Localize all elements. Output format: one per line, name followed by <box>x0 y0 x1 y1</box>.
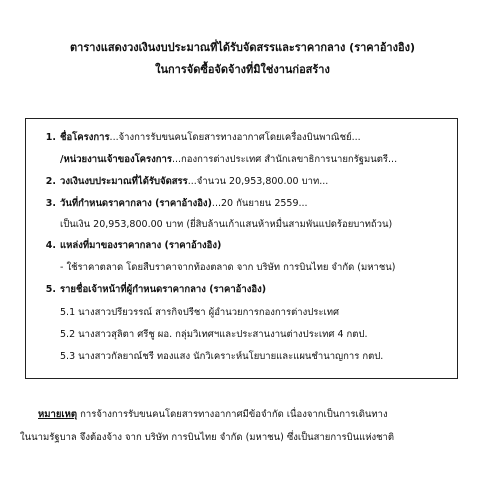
details-box <box>25 118 458 379</box>
document-title-line1: ตารางแสดงวงเงินงบประมาณที่ได้รับจัดสรรและราคากลาง (ราคาอ้างอิง) <box>70 41 415 54</box>
item-4-label: แหล่งที่มาของราคากลาง (ราคาอ้างอิง) <box>60 240 222 251</box>
person-5-3: 5.3 นางสาวกัลยาณ์ชรี ทองแสง นักวิเคราะห์นโยบายและแผนชำนาญการ กตป. <box>60 351 384 362</box>
item-2 <box>42 175 328 189</box>
item-1-value: ...จ้างการรับขนคนโดยสารทางอากาศโดยเครื่องบินพาณิชย์... <box>109 132 361 143</box>
item-2-number: 2. <box>45 176 56 187</box>
note-text-1: การจ้างการรับขนคนโดยสารทางอากาศมีข้อจำกัด เนื่องจากเป็นการเดินทาง <box>77 409 388 420</box>
item-2-label: วงเงินงบประมาณที่ได้รับจัดสรร <box>60 176 188 187</box>
person-5-1: 5.1 นางสาวปรียวรรณ์ สารกิจปรีชา ผู้อำนวยการกองการต่างประเทศ <box>60 307 340 318</box>
document-title-line2: ในการจัดซื้อจัดจ้างที่มิใช่งานก่อสร้าง <box>155 63 330 76</box>
item-4 <box>42 239 221 253</box>
item-5 <box>42 283 266 297</box>
item-1-owner-value: ...กองการต่างประเทศ สำนักเลขาธิการนายกรัฐมนตรี... <box>171 154 398 165</box>
item-1 <box>42 131 361 145</box>
item-2-value: ...จำนวน 20,953,800.00 บาท... <box>187 176 329 187</box>
person-5-2: 5.2 นางสาวสุลิตา ศรีชู ผอ. กลุ่มวิเทศฯและประสานงานต่างประเทศ 4 กตป. <box>60 329 368 340</box>
item-4-source: - ใช้ราคาตลาด โดยสืบราคาจากท้องตลาด จาก บริษัท การบินไทย จำกัด (มหาชน) <box>60 262 396 273</box>
item-1-owner-label: /หน่วยงานเจ้าของโครงการ <box>60 154 172 165</box>
note-line1 <box>38 408 388 422</box>
item-3-label: วันที่กำหนดราคากลาง (ราคาอ้างอิง) <box>60 198 212 209</box>
item-1-label: ชื่อโครงการ <box>60 132 110 143</box>
note-line2: ในนามรัฐบาล จึงต้องจ้าง จาก บริษัท การบินไทย จำกัด (มหาชน) ซึ่งเป็นสายการบินแห่งชาติ <box>20 432 395 443</box>
item-3-amount: เป็นเงิน 20,953,800.00 บาท (ยี่สิบล้านเก้าแสนห้าหมื่นสามพันแปดร้อยบาทถ้วน) <box>60 219 393 230</box>
item-1-owner <box>60 153 397 167</box>
note-label: หมายเหตุ <box>38 409 78 420</box>
item-3-value: ...20 กันยายน 2559... <box>211 198 308 209</box>
item-1-number: 1. <box>45 132 56 143</box>
item-3-number: 3. <box>45 198 56 209</box>
item-5-label: รายชื่อเจ้าหน้าที่ผู้กำหนดราคากลาง (ราคาอ้างอิง) <box>60 284 267 295</box>
item-4-number: 4. <box>45 240 56 251</box>
item-5-number: 5. <box>45 284 56 295</box>
item-3 <box>42 197 308 211</box>
